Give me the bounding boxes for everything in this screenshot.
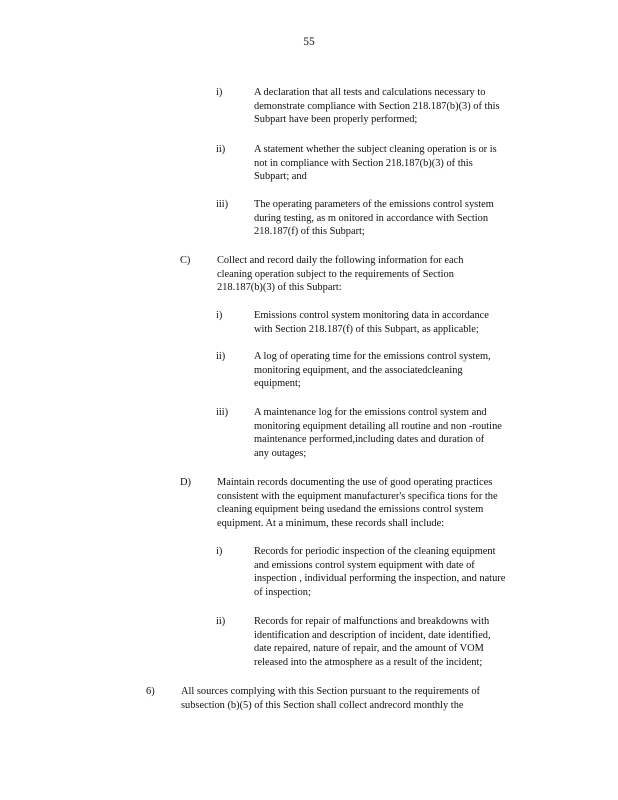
item-text: [254, 615, 491, 669]
item-line: during testing, as m onitored in accordance with Section: [254, 212, 489, 224]
item-text: [254, 86, 500, 127]
item-line: The operating parameters of the emissions control system: [254, 199, 494, 210]
item-text: [217, 254, 463, 295]
item-line: 218.187(b)(3) of this Subpart:: [217, 282, 342, 294]
item-line: maintenance performed,including dates and duration of: [254, 434, 485, 446]
item-line: Records for periodic inspection of the cleaning equipment: [254, 546, 496, 557]
item-text: [217, 476, 498, 530]
item-line: monitoring equipment, and the associatedcleaning: [254, 364, 463, 376]
item-line: Emissions control system monitoring data in accordance: [254, 310, 489, 321]
item-line: released into the atmosphere as a result of the incident;: [254, 656, 483, 668]
item-label: C): [180, 255, 191, 266]
item-line: consistent with the equipment manufacturer's specifica tions for the: [217, 490, 498, 502]
item-text: [254, 143, 497, 184]
item-label: i): [216, 546, 223, 557]
item-line: Subpart have been properly performed;: [254, 114, 418, 126]
item-label: D): [180, 477, 191, 488]
item-line: All sources complying with this Section pursuant to the requirements of: [181, 686, 480, 697]
item-line: and emissions control system equipment with date of: [254, 559, 475, 571]
item-line: Maintain records documenting the use of good operating practices: [217, 477, 493, 488]
item-line: cleaning equipment being usedand the emissions control system: [217, 504, 484, 516]
item-text: [254, 198, 494, 239]
item-label: ii): [216, 616, 226, 627]
item-line: A log of operating time for the emissions control system,: [254, 351, 491, 362]
item-line: equipment;: [254, 378, 301, 390]
item-label: ii): [216, 144, 226, 155]
item-line: A declaration that all tests and calculations necessary to: [254, 87, 486, 98]
item-line: inspection , individual performing the inspection, and nature: [254, 573, 506, 585]
item-text: [254, 545, 505, 599]
item-line: A statement whether the subject cleaning operation is or is: [254, 144, 497, 155]
item-line: Records for repair of malfunctions and breakdowns with: [254, 616, 490, 627]
item-label: iii): [216, 199, 229, 210]
item-line: 218.187(f) of this Subpart;: [254, 226, 365, 238]
item-line: subsection (b)(5) of this Section shall collect andrecord monthly the: [181, 699, 464, 711]
item-line: A maintenance log for the emissions control system and: [254, 407, 487, 418]
item-line: date repaired, nature of repair, and the amount of VOM: [254, 643, 484, 655]
item-label: 6): [146, 686, 155, 697]
item-line: Subpart; and: [254, 171, 307, 183]
item-line: equipment. At a minimum, these records shall include:: [217, 517, 445, 529]
item-line: with Section 218.187(f) of this Subpart, as applicable;: [254, 323, 479, 335]
item-label: iii): [216, 407, 229, 418]
item-line: not in compliance with Section 218.187(b)(3) of this: [254, 157, 473, 169]
item-label: i): [216, 87, 223, 98]
item-text: [254, 406, 502, 460]
item-line: identification and description of incident, date identified,: [254, 629, 491, 641]
page-number: 55: [303, 36, 315, 48]
item-label: ii): [216, 351, 226, 362]
item-line: of inspection;: [254, 586, 311, 598]
item-line: any outages;: [254, 447, 307, 459]
item-line: monitoring equipment detailing all routine and non -routine: [254, 420, 502, 432]
item-line: Collect and record daily the following information for each: [217, 255, 464, 266]
item-text: [181, 685, 480, 712]
item-line: demonstrate compliance with Section 218.187(b)(3) of this: [254, 100, 500, 112]
item-label: i): [216, 310, 223, 321]
item-line: cleaning operation subject to the requirements of Section: [217, 268, 454, 280]
item-text: [254, 350, 491, 391]
item-text: [254, 309, 489, 336]
